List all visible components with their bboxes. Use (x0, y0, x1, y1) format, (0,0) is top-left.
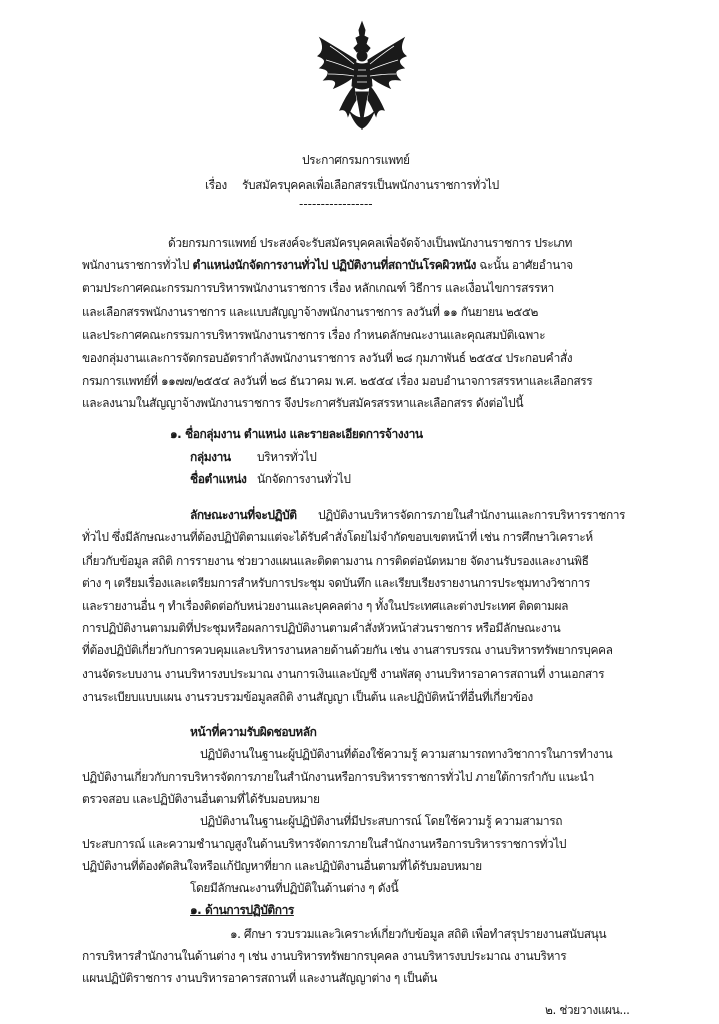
position-highlight: ตำแหน่งนักจัดการงานทั่วไป ปฏิบัติงานที่สถาบันโรคผิวหนัง (192, 258, 476, 272)
intro-line-7: กรมการแพทย์ที่ ๑๑๗๗/๒๕๕๔ ลงวันที่ ๒๘ ธันวาคม พ.ศ. ๒๕๕๔ เรื่อง มอบอำนาจการสรรหาและเลือกสรร (82, 374, 593, 388)
operations-item-1-line-1: ๑. ศึกษา รวบรวมและวิเคราะห์เกี่ยวกับข้อมูล สถิติ เพื่อทำสรุปรายงานสนับสนุน (230, 926, 607, 941)
intro-line-2: พนักงานราชการทั่วไป ตำแหน่งนักจัดการงานทั่วไป ปฏิบัติงานที่สถาบันโรคผิวหนัง ฉะนั้น อาศัยอำนาจ (82, 258, 573, 272)
position-value: นักจัดการงานทั่วไป (257, 472, 351, 487)
intro-line-3: ตามประกาศคณะกรรมการบริหารพนักงานราชการ เรื่อง หลักเกณฑ์ วิธีการ และเงื่อนไขการสรรหา (82, 281, 554, 296)
group-label: กลุ่มงาน (190, 449, 231, 464)
job-nature-line-9: งานระเบียบแบบแผน งานรวบรวมข้อมูลสถิติ งานสัญญา เป็นต้น และปฏิบัติหน้าที่อื่นที่เกี่ยวข้อง (82, 690, 533, 704)
intro-line-1: ด้วยกรมการแพทย์ ประสงค์จะรับสมัครบุคคลเพื่อจัดจ้างเป็นพนักงานราชการ ประเภท (168, 235, 572, 250)
job-nature-line-7: ที่ต้องปฏิบัติเกี่ยวกับการควบคุมและบริหารงานหลายด้านด้วยกัน เช่น งานสารบรรณ งานบริหารทรัพยากรบุคคล (82, 643, 613, 658)
intro-line-4: และเลือกสรรพนักงานราชการ และแบบสัญญาจ้างพนักงานราชการ ลงวันที่ ๑๑ กันยายน ๒๕๕๒ (82, 304, 539, 319)
job-nature-line-6: การปฏิบัติงานตามมติที่ประชุมหรือผลการปฏิบัติงานตามคำสั่งหัวหน้าส่วนราชการ หรือมีลักษณะงาน (82, 620, 561, 635)
section-1-heading: ๑. ชื่อกลุ่มงาน ตำแหน่ง และรายละเอียดการจ้างงาน (170, 427, 423, 442)
operations-subheading: ๑. ด้านการปฏิบัติการ (190, 903, 294, 918)
duties-para-2-line-1: ปฏิบัติงานในฐานะผู้ปฏิบัติงานที่มีประสบการณ์ โดยใช้ความรู้ ความสามารถ (200, 814, 563, 829)
job-nature-label: ลักษณะงานที่จะปฏิบัติ (190, 507, 297, 522)
garuda-emblem-icon (310, 20, 414, 132)
position-label: ชื่อตำแหน่ง (190, 472, 247, 487)
job-nature-line-3: เกี่ยวกับข้อมูล สถิติ การรายงาน ช่วยวางแผนและติดตามงาน การติดต่อนัดหมาย จัดงานรับรองและงานพิธี (82, 553, 589, 568)
duties-para-2-line-3: ปฏิบัติงานที่ต้องตัดสินใจหรือแก้ปัญหาที่ยาก และปฏิบัติงานอื่นตามที่ได้รับมอบหมาย (82, 859, 482, 874)
job-nature-line-2: ทั่วไป ซึ่งมีลักษณะงานที่ต้องปฏิบัติตามแต่จะได้รับคำสั่งโดยไม่จำกัดขอบเขตหน้าที่ เช่น การศึกษาวิเคราะห์ (82, 530, 593, 545)
subject-text: รับสมัครบุคคลเพื่อเลือกสรรเป็นพนักงานราชการทั่วไป (242, 178, 499, 192)
duties-heading: หน้าที่ความรับผิดชอบหลัก (190, 724, 317, 739)
job-nature-line-1: ปฏิบัติงานบริหารจัดการภายในสำนักงานและการบริหารราชการ (318, 507, 626, 522)
operations-item-1-line-2: การบริหารสำนักงานในด้านต่าง ๆ เช่น งานบริหารทรัพยากรบุคคล งานบริหารงบประมาณ งานบริหาร (82, 949, 567, 963)
announcement-title: ประกาศกรมการแพทย์ (302, 153, 410, 167)
job-nature-line-5: และรายงานอื่น ๆ ทำเรื่องติดต่อกับหน่วยงานและบุคคลต่าง ๆ ทั้งในประเทศและต่างประเทศ ติดตามผล (82, 599, 568, 614)
group-value: บริหารทั่วไป (257, 449, 317, 464)
intro-line-5: และประกาศคณะกรรมการบริหารพนักงานราชการ เรื่อง กำหนดลักษณะงานและคุณสมบัติเฉพาะ (82, 328, 546, 343)
duties-para-3: โดยมีลักษณะงานที่ปฏิบัติในด้านต่าง ๆ ดังนี้ (190, 880, 399, 895)
header-divider: ----------------- (299, 197, 373, 211)
duties-para-1-line-1: ปฏิบัติงานในฐานะผู้ปฏิบัติงานที่ต้องใช้ความรู้ ความสามารถทางวิชาการในการทำงาน (200, 747, 613, 761)
intro-line-8: และลงนามในสัญญาจ้างพนักงานราชการ จึงประกาศรับสมัครสรรหาและเลือกสรร ดังต่อไปนี้ (82, 396, 524, 411)
subject-label: เรื่อง (205, 178, 227, 192)
continuation-text: ๒. ช่วยวางแผน... (545, 1003, 630, 1018)
duties-para-1-line-2: ปฏิบัติงานเกี่ยวกับการบริหารจัดการภายในสำนักงานหรือการบริหารราชการทั่วไป ภายใต้การกำกับ แนะนำ (82, 769, 594, 784)
intro-line-6: ของกลุ่มงานและการจัดกรอบอัตรากำลังพนักงานราชการ ลงวันที่ ๒๘ กุมภาพันธ์ ๒๕๕๔ ประกอบคำสั่ง (82, 350, 573, 365)
job-nature-line-4: ต่าง ๆ เตรียมเรื่องและเตรียมการสำหรับการประชุม จดบันทึก และเรียบเรียงรายงานการประชุมทางวิชาการ (82, 575, 590, 590)
duties-para-1-line-3: ตรวจสอบ และปฏิบัติงานอื่นตามที่ได้รับมอบหมาย (82, 791, 320, 806)
operations-item-1-line-3: แผนปฏิบัติราชการ งานบริหารอาคารสถานที่ และงานสัญญาต่าง ๆ เป็นต้น (82, 971, 437, 986)
job-nature-line-8: งานจัดระบบงาน งานบริหารงบประมาณ งานการเงินและบัญชี งานพัสดุ งานบริหารอาคารสถานที่ งานเอกสาร (82, 666, 605, 681)
duties-para-2-line-2: ประสบการณ์ และความชำนาญสูงในด้านบริหารจัดการภายในสำนักงานหรือการบริหารราชการทั่วไป (82, 836, 567, 851)
